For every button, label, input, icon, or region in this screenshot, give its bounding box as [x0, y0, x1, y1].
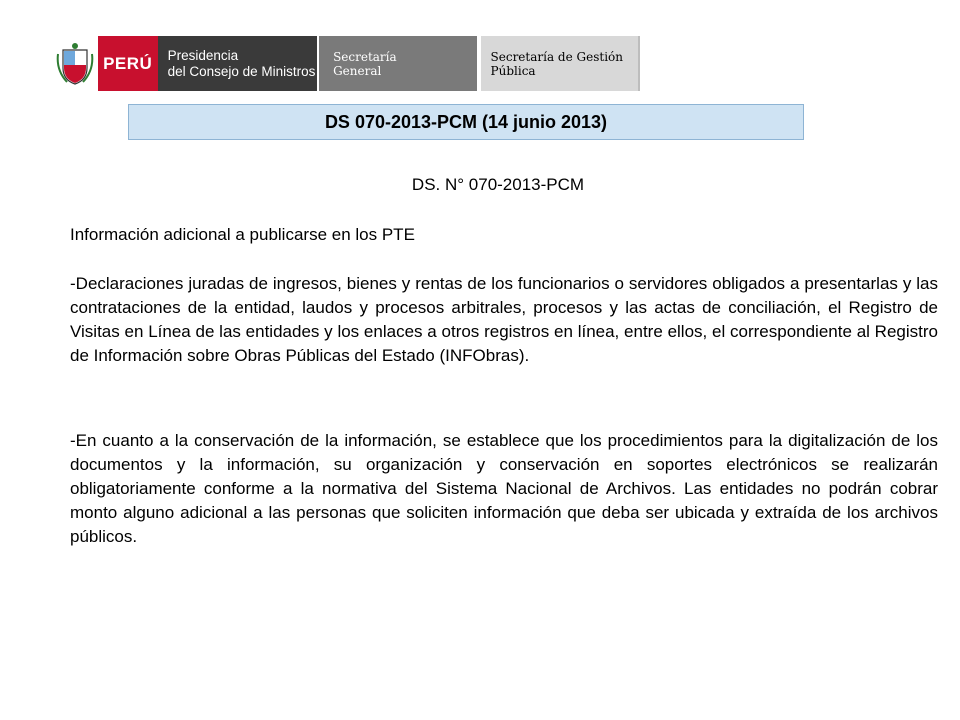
paragraph-conservacion: -En cuanto a la conservación de la información, se establece que los procedimientos para la digitalización de los documentos y la información, su organización y conservación en soportes electrónicos se realizarán obligatoriamente conforme a la normativa del Sistema Nacional de Archivos. Las entidades no podrán cobrar monto alguno adicional a las personas que soliciten información que deba ser ubicada y extraída de los archivos públicos. [70, 431, 938, 546]
secretaria-line-2: General [333, 63, 382, 78]
org-line-2: del Consejo de Ministros [167, 63, 316, 79]
header-logo-strip [52, 36, 640, 91]
org-name-block [158, 36, 317, 91]
intro-line: Información adicional a publicarse en los PTE [70, 225, 415, 244]
org-line-1: Presidencia [167, 47, 239, 63]
gestion-line-1: Secretaría de Gestión [490, 49, 623, 64]
title-banner: DS 070-2013-PCM (14 junio 2013) [128, 104, 804, 140]
coat-of-arms-icon [52, 36, 98, 91]
gestion-line-2: Pública [490, 63, 536, 78]
paragraph-declaraciones: -Declaraciones juradas de ingresos, bienes y rentas de los funcionarios o servidores obligados a presentarlas y las contrataciones de la entidad, laudos y procesos arbitrales, procesos y las actas de conciliación, el Registro de Visitas en Línea de las entidades y los enlaces a otros registros en línea, entre ellos, el correspondiente al Registro de Información sobre Obras Públicas del Estado (INFObras). [70, 274, 938, 365]
secretaria-line-1: Secretaría [333, 49, 397, 64]
secretaria-general-block [319, 36, 476, 91]
decree-subtitle-text: DS. N° 070-2013-PCM [411, 175, 585, 194]
gestion-publica-block [481, 36, 640, 91]
peru-logo: PERÚ [98, 36, 158, 91]
decree-subtitle [0, 175, 960, 195]
